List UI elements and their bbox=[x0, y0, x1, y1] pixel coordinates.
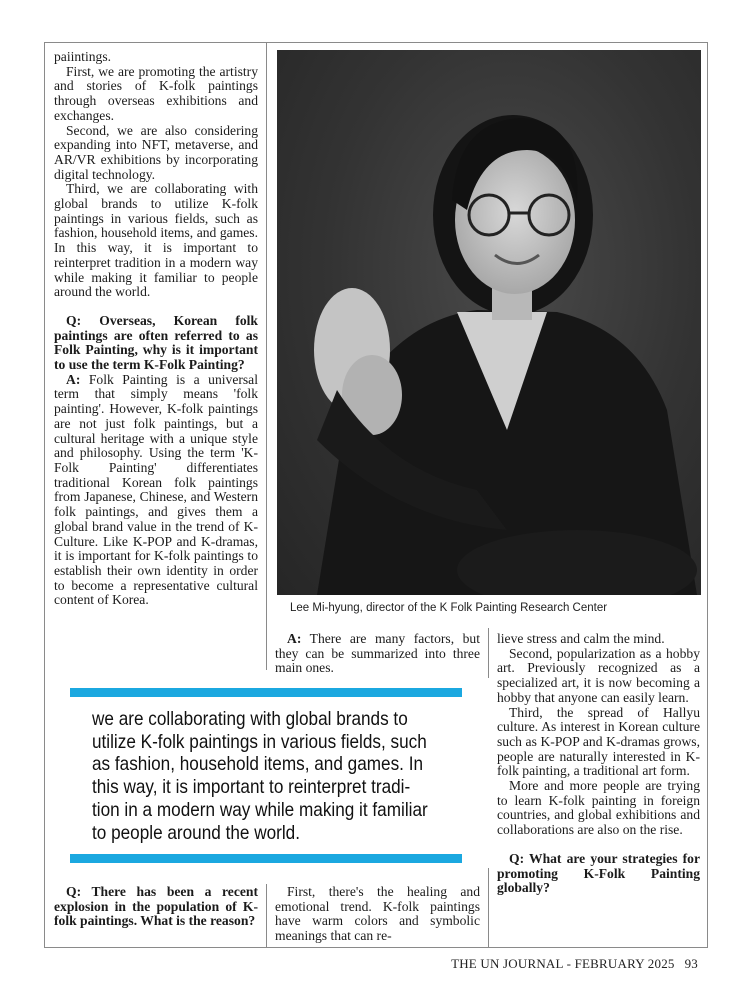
page-footer bbox=[451, 956, 698, 972]
pullquote-line: as fashion, household items, and games. In bbox=[92, 753, 424, 776]
article-column-2 bbox=[275, 632, 480, 676]
column-1-paragraph-1: First, we are promoting the artistry and stories of K-folk paintings through overseas exhibitions and exchanges. bbox=[54, 63, 258, 123]
column-divider-right-bottom bbox=[488, 868, 489, 948]
portrait-photo bbox=[277, 50, 701, 595]
column-3-paragraph-2: Third, the spread of Hallyu culture. As interest in Korean culture such as K-POP and K-dramas grows, people are naturally interested in K-folk painting, a traditional art form. bbox=[497, 704, 700, 779]
portrait-illustration bbox=[277, 50, 701, 595]
page-number: 93 bbox=[684, 956, 698, 971]
bottom-column-2 bbox=[275, 885, 480, 944]
answer-text: Folk Painting is a universal term that simply means 'folk painting'. However, K-folk paintings are not just folk paintings, but a cultural heritage with a unique style and philosophy. Using the term 'K-Folk Painting' differentiates traditional Korean folk paintings from Japanese, Chinese, and Western folk paintings, and gives them a global brand value in the trend of K-Culture. Like K-POP and K-dramas, it is important for K-folk paintings to establish their own identity in order to become a representative cultural content of Korea. bbox=[54, 371, 258, 608]
answer-reasons bbox=[275, 632, 480, 676]
journal-name: THE UN JOURNAL - FEBRUARY 2025 bbox=[451, 956, 675, 971]
column-1-paragraph-3: Third, we are collaborating with global brands to utilize K-folk paintings in various fields, such as fashion, household items, and games. In this way, it is important to reinterpret tradition in a modern way while making it familiar to people around the world. bbox=[54, 181, 258, 300]
column-divider-left bbox=[266, 42, 267, 670]
column-1-lead: paiintings. bbox=[54, 49, 112, 64]
article-column-1 bbox=[54, 50, 258, 608]
pullquote-line: this way, it is important to reinterpret tradi- bbox=[92, 776, 411, 799]
question-k-folk-term: Q: Overseas, Korean folk paintings are often referred to as Folk Painting, why is it important to use the term K-Folk Painting? bbox=[54, 312, 258, 373]
answer-reasons-text: There are many factors, but they can be summarized into three main ones. bbox=[275, 631, 480, 676]
answer-label: A: bbox=[66, 371, 81, 387]
column-3-paragraph-1: Second, popularization as a hobby art. Previously recognized as a specialized art, it is now becoming a hobby that anyone can easily learn. bbox=[497, 645, 700, 705]
pullquote bbox=[92, 708, 453, 844]
pullquote-line: utilize K-folk paintings in various fields, such bbox=[92, 730, 427, 753]
pullquote-top-bar bbox=[70, 688, 462, 697]
column-1-paragraph-2: Second, we are also considering expanding into NFT, metaverse, and AR/VR exhibitions by incorporating digital technology. bbox=[54, 122, 258, 182]
pullquote-bottom-bar bbox=[70, 854, 462, 863]
pullquote-line: to people around the world. bbox=[92, 821, 300, 844]
bottom-column-2-paragraph: First, there's the healing and emotional trend. K-folk paintings have warm colors and symbolic meanings that can re- bbox=[275, 884, 480, 944]
answer-k-folk-term bbox=[54, 373, 258, 608]
column-3-lead: lieve stress and calm the mind. bbox=[497, 631, 665, 646]
photo-caption: Lee Mi-hyung, director of the K Folk Painting Research Center bbox=[290, 602, 608, 614]
column-divider-right bbox=[488, 628, 489, 678]
article-column-3 bbox=[497, 632, 700, 896]
answer-label: A: bbox=[287, 631, 302, 646]
question-global-strategy: Q: What are your strategies for promoting K-Folk Painting globally? bbox=[497, 850, 700, 896]
column-divider-left-bottom bbox=[266, 884, 267, 948]
pullquote-line: tion in a modern way while making it familiar bbox=[92, 798, 428, 821]
column-3-paragraph-3: More and more people are trying to learn K-folk painting in foreign countries, and global exhibitions and collaborations are also on the rise. bbox=[497, 778, 700, 838]
bottom-column-1 bbox=[54, 885, 258, 929]
question-population-explosion: Q: There has been a recent explosion in the population of K-folk paintings. What is the reason? bbox=[54, 884, 258, 929]
pullquote-line: we are collaborating with global brands to bbox=[92, 708, 408, 730]
